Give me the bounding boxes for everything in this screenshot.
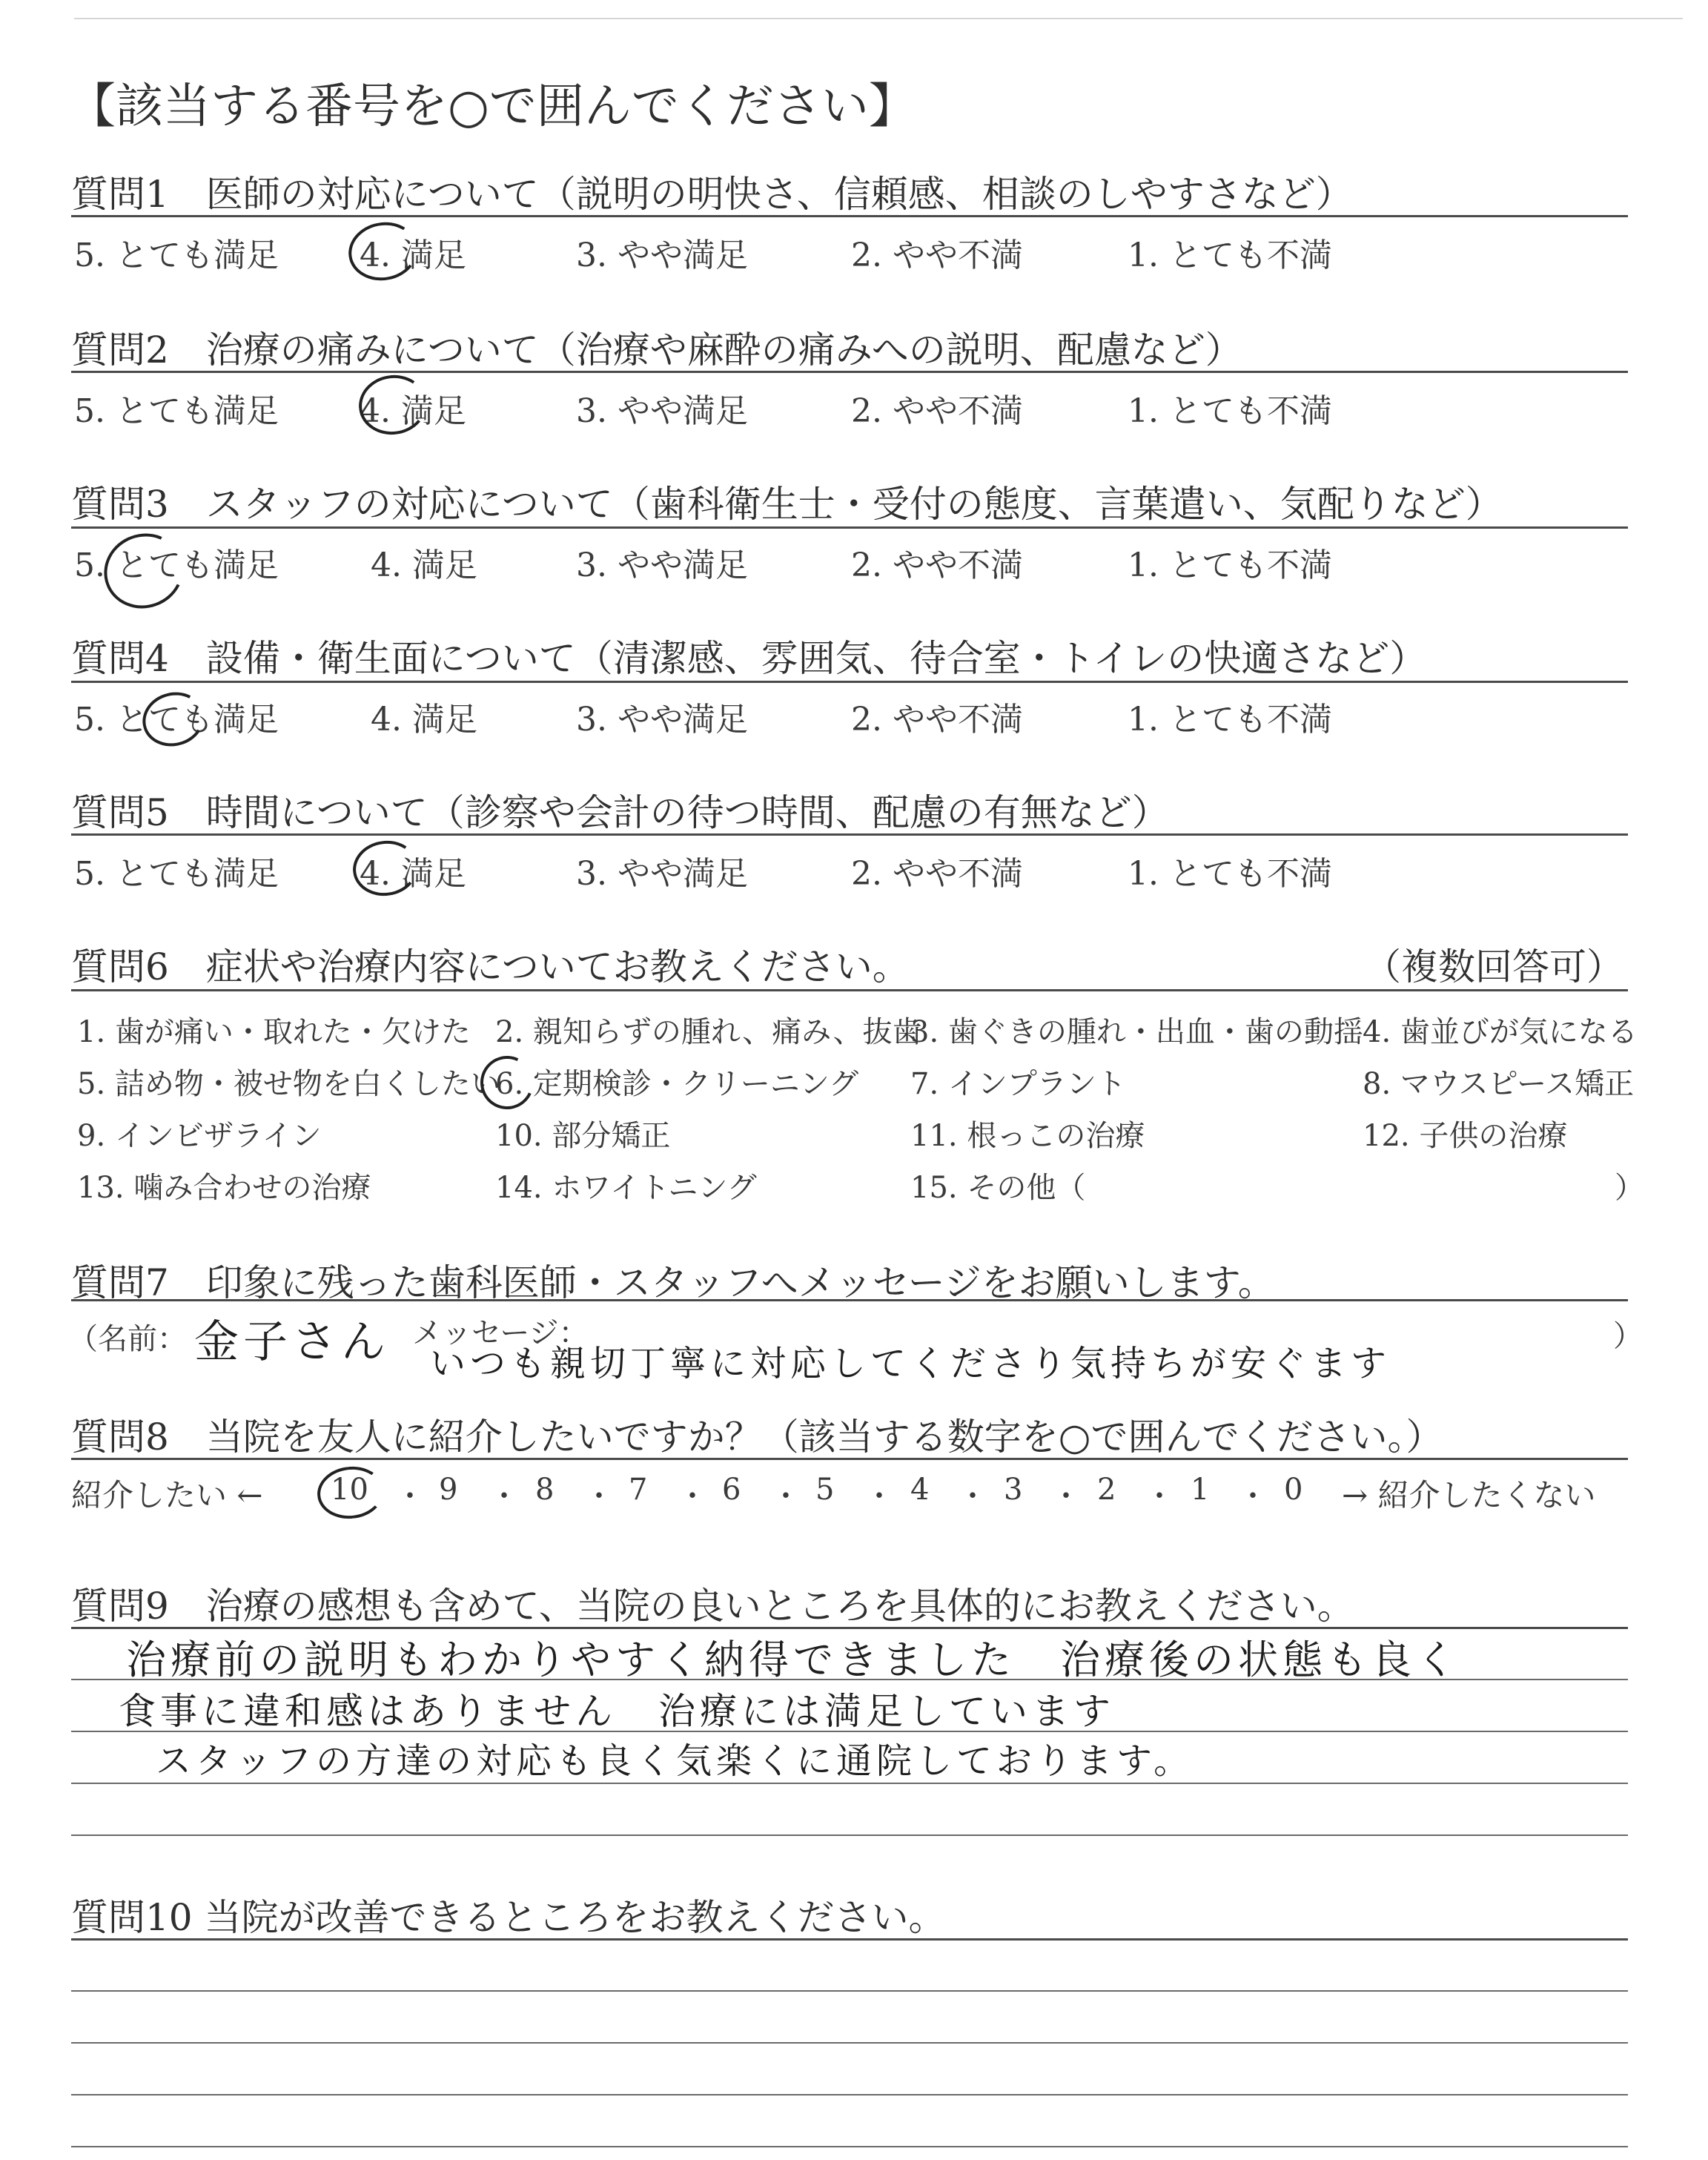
q10-rule-1 xyxy=(71,1938,1628,1941)
q8-score-3[interactable]: 3 xyxy=(1004,1473,1023,1507)
q9-answer-line-3[interactable]: スタッフの方達の対応も良く気楽くに通院しております。 xyxy=(156,1740,1194,1782)
q2-option-4[interactable]: 4. 満足 xyxy=(360,392,466,430)
q8-title: 質問8 当院を友人に紹介したいですか？（該当する数字を○で囲んでください。） xyxy=(71,1416,1443,1459)
q6-note: （複数回答可） xyxy=(1364,945,1623,988)
q8-score-6[interactable]: 6 xyxy=(722,1473,741,1507)
q7-close-paren: ） xyxy=(1613,1319,1643,1353)
q2-option-3[interactable]: 3. やや満足 xyxy=(576,392,748,430)
q8-score-10[interactable]: 10 xyxy=(331,1473,368,1507)
q4-option-5[interactable]: 5. とても満足 xyxy=(74,701,279,739)
q6-item-15[interactable]: 15. その他（ xyxy=(910,1171,1086,1205)
q10-rule-3 xyxy=(71,2042,1628,2044)
q2-option-2[interactable]: 2. やや不満 xyxy=(851,392,1023,430)
q3-option-1[interactable]: 1. とても不満 xyxy=(1128,546,1332,584)
q8-right-label: → 紹介したくない xyxy=(1342,1477,1596,1513)
q7-title: 質問7 印象に残った歯科医師・スタッフへメッセージをお願いします。 xyxy=(71,1261,1275,1304)
q1-option-4[interactable]: 4. 満足 xyxy=(360,237,466,274)
q1-option-1[interactable]: 1. とても不満 xyxy=(1128,237,1332,274)
q3-option-2[interactable]: 2. やや不満 xyxy=(851,546,1023,584)
q5-option-2[interactable]: 2. やや不満 xyxy=(851,855,1023,893)
q6-item-7[interactable]: 7. インプラント xyxy=(910,1067,1126,1101)
q6-title: 質問6 症状や治療内容についてお教えください。 xyxy=(71,945,910,988)
q1-rule xyxy=(71,215,1628,217)
q8-separator: ・ xyxy=(678,1479,707,1513)
q1-option-5[interactable]: 5. とても満足 xyxy=(74,237,279,274)
q2-rule xyxy=(71,371,1628,373)
q7-message-label: メッセージ： xyxy=(412,1316,589,1350)
q8-separator: ・ xyxy=(584,1479,614,1513)
q2-title: 質問2 治療の痛みについて（治療や麻酔の痛みへの説明、配慮など） xyxy=(71,328,1242,371)
q8-separator: ・ xyxy=(958,1479,987,1513)
q1-title: 質問1 医師の対応について（説明の明快さ、信頼感、相談のしやすさなど） xyxy=(71,173,1353,216)
q8-separator: ・ xyxy=(1145,1479,1174,1513)
page-heading: 【該当する番号を○で囲んでください】 xyxy=(68,79,916,134)
q8-separator: ・ xyxy=(771,1479,801,1513)
q8-separator: ・ xyxy=(395,1479,425,1513)
q8-selection-circle xyxy=(315,1463,387,1522)
q5-option-4[interactable]: 4. 満足 xyxy=(360,855,466,893)
q8-rule xyxy=(71,1458,1628,1460)
q6-item-10[interactable]: 10. 部分矯正 xyxy=(495,1119,671,1153)
q5-option-1[interactable]: 1. とても不満 xyxy=(1128,855,1332,893)
q7-message-value[interactable]: いつも親切丁寧に対応してくださり気持ちが安ぐます xyxy=(430,1343,1391,1384)
q4-title: 質問4 設備・衛生面について（清潔感、雰囲気、待合室・トイレの快適さなど） xyxy=(71,637,1427,680)
q6-item-6[interactable]: 6. 定期検診・クリーニング xyxy=(495,1067,859,1101)
q6-item-14[interactable]: 14. ホワイトニング xyxy=(495,1171,757,1205)
q4-option-2[interactable]: 2. やや不満 xyxy=(851,701,1023,739)
q8-separator: ・ xyxy=(489,1479,519,1513)
q4-rule xyxy=(71,681,1628,683)
q3-option-5[interactable]: 5. とても満足 xyxy=(74,546,279,584)
q6-item-8[interactable]: 8. マウスピース矯正 xyxy=(1363,1067,1635,1101)
q6-item-2[interactable]: 2. 親知らずの腫れ、痛み、抜歯 xyxy=(495,1015,922,1049)
q6-item-3[interactable]: 3. 歯ぐきの腫れ・出血・歯の動揺 xyxy=(910,1015,1363,1049)
q6-item-13[interactable]: 13. 噛み合わせの治療 xyxy=(77,1171,371,1205)
q10-rule-4 xyxy=(71,2094,1628,2095)
q8-score-1[interactable]: 1 xyxy=(1191,1473,1210,1507)
q6-item-11[interactable]: 11. 根っこの治療 xyxy=(910,1119,1145,1153)
q8-separator: ・ xyxy=(864,1479,894,1513)
q10-rule-5 xyxy=(71,2146,1628,2147)
q3-option-3[interactable]: 3. やや満足 xyxy=(576,546,748,584)
q5-rule xyxy=(71,833,1628,836)
q8-left-label: 紹介したい ← xyxy=(71,1477,263,1513)
q3-option-4[interactable]: 4. 満足 xyxy=(371,546,477,584)
q9-answer-line-2[interactable]: 食事に違和感はありません 治療には満足しています xyxy=(119,1690,1115,1733)
q9-title: 質問9 治療の感想も含めて、当院の良いところを具体的にお教えください。 xyxy=(71,1585,1354,1628)
q2-option-5[interactable]: 5. とても満足 xyxy=(74,392,279,430)
q4-option-4[interactable]: 4. 満足 xyxy=(371,701,477,739)
q7-name-label: （名前： xyxy=(68,1322,187,1356)
q4-option-1[interactable]: 1. とても不満 xyxy=(1128,701,1332,739)
q10-rule-2 xyxy=(71,1990,1628,1992)
q8-score-9[interactable]: 9 xyxy=(439,1473,458,1507)
q6-item-12[interactable]: 12. 子供の治療 xyxy=(1363,1119,1568,1153)
q6-selection-circle xyxy=(473,1048,541,1117)
q6-item-9[interactable]: 9. インビザライン xyxy=(77,1119,322,1153)
scan-edge-line xyxy=(74,18,1683,19)
q3-rule xyxy=(71,526,1628,529)
q8-score-8[interactable]: 8 xyxy=(535,1473,555,1507)
q4-option-3[interactable]: 3. やや満足 xyxy=(576,701,748,739)
q6-item-1[interactable]: 1. 歯が痛い・取れた・欠けた xyxy=(77,1015,471,1049)
q5-option-5[interactable]: 5. とても満足 xyxy=(74,855,279,893)
q5-title: 質問5 時間について（診察や会計の待つ時間、配慮の有無など） xyxy=(71,791,1169,834)
q3-selection-circle xyxy=(93,523,194,620)
q10-title: 質問10 当院が改善できるところをお教えください。 xyxy=(71,1896,946,1939)
q1-option-2[interactable]: 2. やや不満 xyxy=(851,237,1023,274)
q7-rule xyxy=(71,1299,1628,1301)
q8-score-0[interactable]: 0 xyxy=(1284,1473,1303,1507)
q1-option-3[interactable]: 3. やや満足 xyxy=(576,237,748,274)
q6-item-4[interactable]: 4. 歯並びが気になる xyxy=(1363,1015,1638,1049)
q8-score-7[interactable]: 7 xyxy=(629,1473,648,1507)
q2-option-1[interactable]: 1. とても不満 xyxy=(1128,392,1332,430)
q8-separator: ・ xyxy=(1051,1479,1081,1513)
q3-title: 質問3 スタッフの対応について（歯科衛生士・受付の態度、言葉遣い、気配りなど） xyxy=(71,483,1503,526)
q9-rule-5 xyxy=(71,1834,1628,1836)
q7-name-value[interactable]: 金子さん xyxy=(194,1316,390,1368)
q9-answer-line-1[interactable]: 治療前の説明もわかりやすく納得できました 治療後の状態も良く xyxy=(126,1636,1460,1683)
q8-score-2[interactable]: 2 xyxy=(1097,1473,1116,1507)
q8-score-4[interactable]: 4 xyxy=(910,1473,930,1507)
q6-item-5[interactable]: 5. 詰め物・被せ物を白くしたい xyxy=(77,1067,500,1101)
q5-option-3[interactable]: 3. やや満足 xyxy=(576,855,748,893)
q8-separator: ・ xyxy=(1238,1479,1268,1513)
q8-score-5[interactable]: 5 xyxy=(815,1473,835,1507)
q6-item-15-close: ） xyxy=(1615,1171,1644,1205)
q6-rule xyxy=(71,989,1628,991)
